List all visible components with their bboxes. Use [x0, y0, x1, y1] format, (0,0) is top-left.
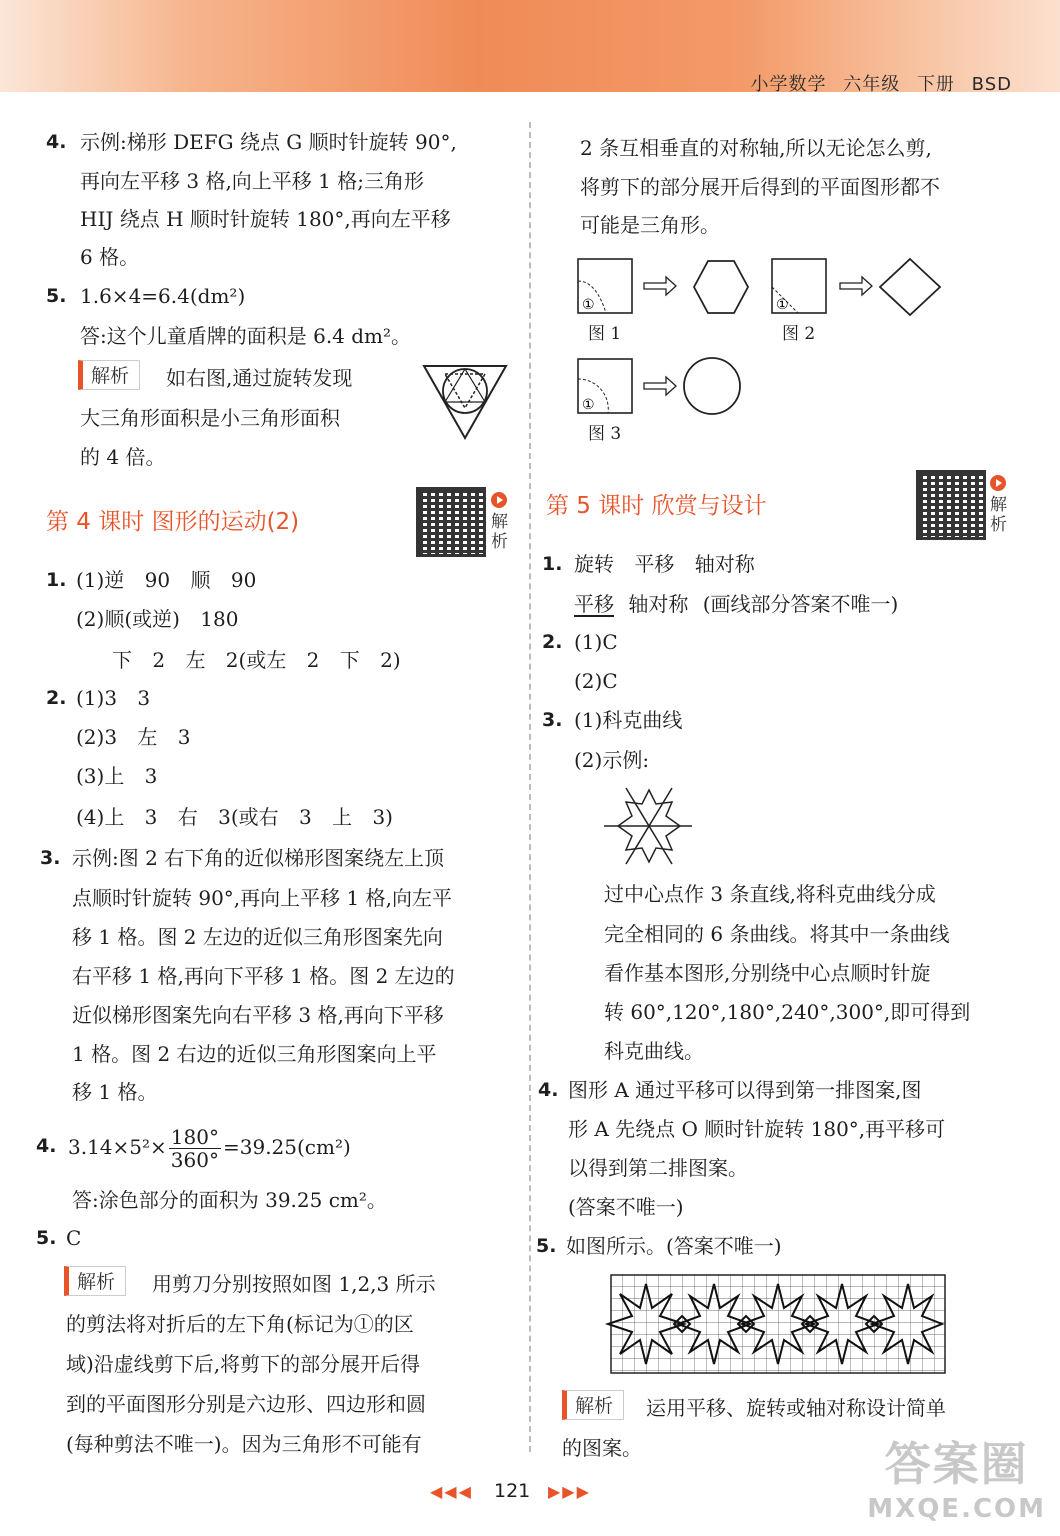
answer-line: (1)科克曲线 [574, 708, 683, 732]
answer-line: 1 格。图 2 右边的近似三角形图案向上平 [72, 1042, 437, 1066]
analysis-line: 到的平面图形分别是六边形、四边形和圆 [66, 1392, 426, 1416]
cut-figure-1 [576, 257, 756, 317]
play-icon[interactable] [491, 492, 507, 508]
fraction-numerator: 180° [170, 1125, 219, 1149]
lesson-5-title: 第 5 课时 欣赏与设计 [546, 493, 767, 519]
answer-line: 6 格。 [80, 245, 140, 269]
answer-line: (1)逆 90 顺 90 [76, 568, 257, 592]
question-number: 4. [538, 1079, 559, 1101]
play-icon[interactable] [990, 475, 1006, 491]
watermark-top: 答案圈 [884, 1437, 1029, 1491]
formula-right: =39.25(cm²) [222, 1135, 351, 1159]
analysis-line: 用剪刀分别按照如图 1,2,3 所示 [152, 1272, 436, 1296]
question-number: 5. [536, 1235, 557, 1257]
explanation-line: 看作基本图形,分别绕中心点顺时针旋 [604, 961, 931, 985]
page-arrows-left: ◀◀◀ [430, 1482, 473, 1501]
answer-line: C [66, 1226, 82, 1250]
fraction [169, 1126, 221, 1171]
answer-line: 如图所示。(答案不唯一) [566, 1234, 782, 1258]
circled-one: ① [776, 297, 789, 313]
answer-line: 答:这个儿童盾牌的面积是 6.4 dm²。 [80, 324, 412, 348]
figure-label: 图 3 [588, 424, 622, 444]
underlined-answer: 平移 [574, 592, 614, 616]
page-number: 121 [494, 1480, 531, 1502]
answer-line: 示例:梯形 DEFG 绕点 G 顺时针旋转 90°, [80, 130, 457, 154]
question-number: 4. [36, 1135, 57, 1157]
answer-line: 下 2 左 2(或左 2 下 2) [112, 648, 401, 672]
answer-line: 答:涂色部分的面积为 39.25 cm²。 [72, 1188, 387, 1212]
circled-one: ① [582, 297, 595, 313]
header-volume: 下册 [916, 74, 955, 95]
question-number: 2. [542, 631, 563, 653]
answer-line: 1.6×4=6.4(dm²) [80, 284, 246, 308]
watermark [867, 1428, 1046, 1524]
header-edition: BSD [971, 74, 1012, 95]
analysis-line: 的图案。 [562, 1436, 642, 1460]
explanation-line: 过中心点作 3 条直线,将科克曲线分成 [604, 882, 936, 906]
explanation-line: 完全相同的 6 条曲线。将其中一条曲线 [604, 922, 950, 946]
header-grade: 六年级 [843, 74, 901, 95]
figure-label: 图 1 [588, 324, 622, 344]
question-number: 1. [542, 553, 563, 575]
column-divider [529, 122, 531, 1452]
header-title [750, 70, 1012, 96]
answer-line: (1)C [574, 630, 618, 654]
koch-curve-figure [604, 786, 694, 866]
answer-line: 示例:图 2 右下角的近似梯形图案绕左上顶 [72, 846, 445, 870]
answer-line: (1)3 3 [76, 686, 151, 710]
question-number: 5. [46, 285, 67, 307]
qr-label: 解析 [990, 495, 1007, 535]
question-number: 5. [36, 1227, 57, 1249]
analysis-line: 运用平移、旋转或轴对称设计简单 [646, 1396, 946, 1420]
qr-code[interactable] [916, 470, 986, 540]
page-arrows-right: ▶▶▶ [548, 1482, 591, 1501]
answer-line: (答案不唯一) [568, 1195, 684, 1219]
answer-line: (2)顺(或逆) 180 [76, 607, 239, 631]
question-number: 2. [46, 687, 67, 709]
qr-code[interactable] [416, 487, 486, 557]
analysis-line: 大三角形面积是小三角形面积 [80, 406, 340, 430]
explanation-line: 科克曲线。 [604, 1039, 704, 1063]
answer-line: 可能是三角形。 [580, 213, 720, 237]
qr-label: 解析 [491, 512, 508, 552]
answer-line: 点顺时针旋转 90°,再向上平移 1 格,向左平 [72, 886, 452, 910]
lesson-4-title: 第 4 课时 图形的运动(2) [46, 509, 300, 535]
formula-line [68, 1120, 351, 1174]
analysis-line: 如右图,通过旋转发现 [166, 366, 353, 390]
header-subject: 小学数学 [750, 74, 827, 95]
circled-one: ① [582, 397, 595, 413]
answer-line: 移 1 格。图 2 左边的近似三角形图案先向 [72, 925, 443, 949]
figure-label: 图 2 [782, 324, 816, 344]
answer-line: 将剪下的部分展开后得到的平面图形都不 [580, 175, 940, 199]
analysis-tag: 解析 [78, 360, 140, 390]
answer-line: 图形 A 通过平移可以得到第一排图案,图 [568, 1078, 922, 1102]
answer-line: HIJ 绕点 H 顺时针旋转 180°,再向左平移 [80, 207, 451, 231]
answer-line: (2)示例: [574, 748, 650, 772]
answer-line: (3)上 3 [76, 764, 158, 788]
formula-left: 3.14×5²× [68, 1135, 167, 1159]
question-number: 3. [542, 709, 563, 731]
cut-figure-3 [576, 357, 756, 417]
answer-line: 近似梯形图案先向右平移 3 格,再向下平移 [72, 1003, 444, 1027]
analysis-line: (每种剪法不唯一)。因为三角形不可能有 [66, 1432, 422, 1456]
answer-line: 移 1 格。 [72, 1080, 158, 1104]
answer-rest: 轴对称 (画线部分答案不唯一) [614, 592, 899, 616]
question-number: 3. [40, 847, 61, 869]
answer-line: (2)3 左 3 [76, 725, 191, 749]
explanation-line: 转 60°,120°,180°,240°,300°,即可得到 [604, 1000, 971, 1024]
analysis-tag: 解析 [64, 1266, 126, 1296]
pattern-grid-figure [610, 1274, 946, 1374]
cut-figure-2 [770, 257, 950, 317]
analysis-line: 的 4 倍。 [80, 445, 166, 469]
answer-line: 再向左平移 3 格,向上平移 1 格;三角形 [80, 169, 424, 193]
question-number: 4. [46, 131, 67, 153]
answer-line: (4)上 3 右 3(或右 3 上 3) [76, 805, 393, 829]
fraction-denominator: 360° [170, 1148, 219, 1172]
question-number: 1. [46, 569, 67, 591]
analysis-tag: 解析 [562, 1390, 624, 1420]
analysis-line: 的剪法将对折后的左下角(标记为①的区 [66, 1312, 414, 1336]
answer-line: 右平移 1 格,再向下平移 1 格。图 2 左边的 [72, 964, 455, 988]
answer-line: (2)C [574, 669, 618, 693]
answer-line [574, 592, 898, 616]
analysis-line: 域)沿虚线剪下后,将剪下的部分展开后得 [66, 1352, 421, 1376]
watermark-bottom: MXQE.COM [867, 1494, 1046, 1524]
answer-line: 旋转 平移 轴对称 [574, 552, 755, 576]
answer-line: 形 A 先绕点 O 顺时针旋转 180°,再平移可 [568, 1117, 946, 1141]
shield-triangle-figure [420, 362, 510, 442]
answer-line: 2 条互相垂直的对称轴,所以无论怎么剪, [580, 136, 932, 160]
answer-line: 以得到第二排图案。 [568, 1156, 748, 1180]
